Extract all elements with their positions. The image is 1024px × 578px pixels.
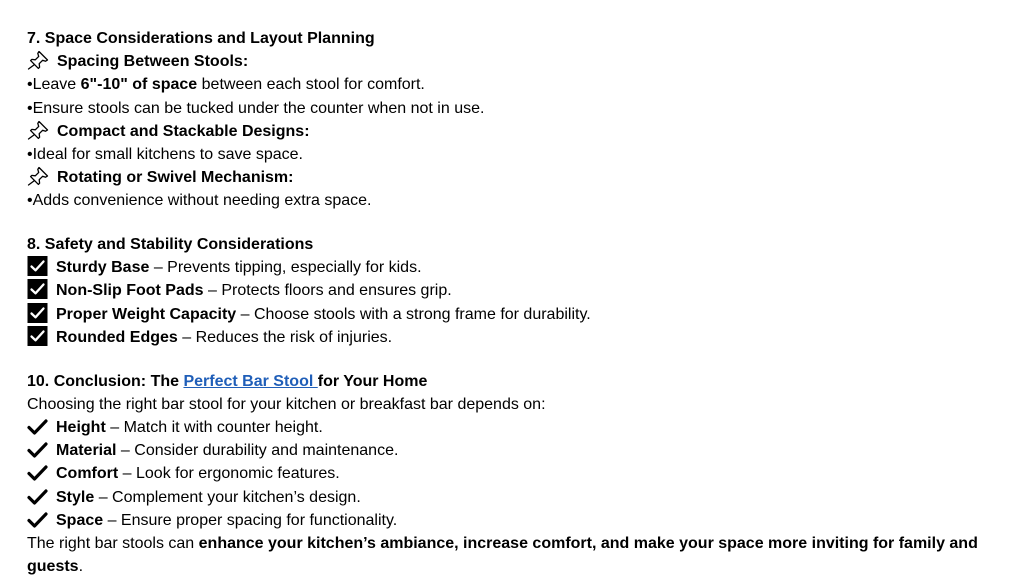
conclusion-item — [27, 509, 987, 532]
item-text: – Ensure proper spacing for functionality. — [103, 511, 398, 529]
conclusion-intro: Choosing the right bar stool for your kitchen or breakfast bar depends on: — [27, 395, 546, 413]
swivel-subheading — [27, 166, 987, 189]
item-bold: Comfort — [56, 465, 119, 483]
item-bold: Height — [56, 419, 106, 436]
safety-item — [27, 303, 987, 326]
item-text: – Consider durability and maintenance. — [116, 442, 399, 460]
subheading-text: Spacing Between Stools: — [57, 53, 249, 71]
conclusion-item — [27, 416, 987, 439]
heading-text: 10. Conclusion: The — [27, 372, 184, 390]
bullet-tucked: •Ensure stools can be tucked under the counter when not in use. — [27, 99, 485, 117]
safety-item — [27, 279, 987, 302]
subheading-text: Rotating or Swivel Mechanism: — [57, 169, 294, 187]
section-7-heading: 7. Space Considerations and Layout Planning — [27, 30, 375, 47]
bullet-text: between each stool for comfort. — [197, 76, 425, 94]
item-text: – Choose stools with a strong frame for durability. — [236, 305, 591, 323]
conclusion-item — [27, 462, 987, 485]
closing-paragraph — [27, 532, 987, 578]
perfect-bar-stool-link[interactable]: Perfect Bar Stool — [183, 372, 318, 390]
conclusion-item — [27, 439, 987, 462]
document-body — [27, 27, 987, 578]
bullet-text: •Leave — [27, 76, 81, 94]
bullet-spacing — [27, 73, 987, 96]
spacing-subheading — [27, 50, 987, 73]
item-bold: Rounded Edges — [56, 328, 178, 346]
item-bold: Material — [56, 442, 117, 460]
item-text: – Protects floors and ensures grip. — [203, 282, 452, 300]
bullet-small-kitchens: •Ideal for small kitchens to save space. — [27, 145, 303, 163]
subheading-text: Compact and Stackable Designs: — [57, 122, 310, 140]
heading-text: for Your Home — [317, 372, 428, 390]
bullet-bold: 6"-10" of space — [80, 76, 198, 94]
section-gap — [27, 213, 987, 234]
bullet-convenience: •Adds convenience without needing extra space. — [27, 192, 372, 210]
conclusion-item — [27, 486, 987, 509]
section-10-heading — [27, 370, 987, 393]
checked-box-icon — [27, 326, 48, 353]
item-text: – Prevents tipping, especially for kids. — [149, 259, 422, 277]
item-text: – Look for ergonomic features. — [118, 465, 340, 483]
item-bold: Non-Slip Foot Pads — [56, 282, 204, 300]
item-bold: Style — [56, 488, 95, 506]
item-text: – Complement your kitchen’s design. — [94, 488, 361, 506]
closing-bold: enhance your kitchen’s ambiance, increase comfort, and make your space more inviting for family and guests — [27, 534, 978, 576]
compact-subheading — [27, 120, 987, 143]
section-gap — [27, 349, 987, 370]
safety-item — [27, 256, 987, 279]
item-bold: Sturdy Base — [56, 259, 150, 277]
closing-text: The right bar stools can — [27, 534, 199, 552]
safety-item — [27, 326, 987, 349]
item-text: – Match it with counter height. — [105, 419, 323, 436]
item-bold: Space — [56, 511, 104, 529]
closing-text: . — [78, 558, 84, 576]
item-bold: Proper Weight Capacity — [56, 305, 237, 323]
section-8-heading: 8. Safety and Stability Considerations — [27, 236, 314, 254]
item-text: – Reduces the risk of injuries. — [177, 328, 393, 346]
